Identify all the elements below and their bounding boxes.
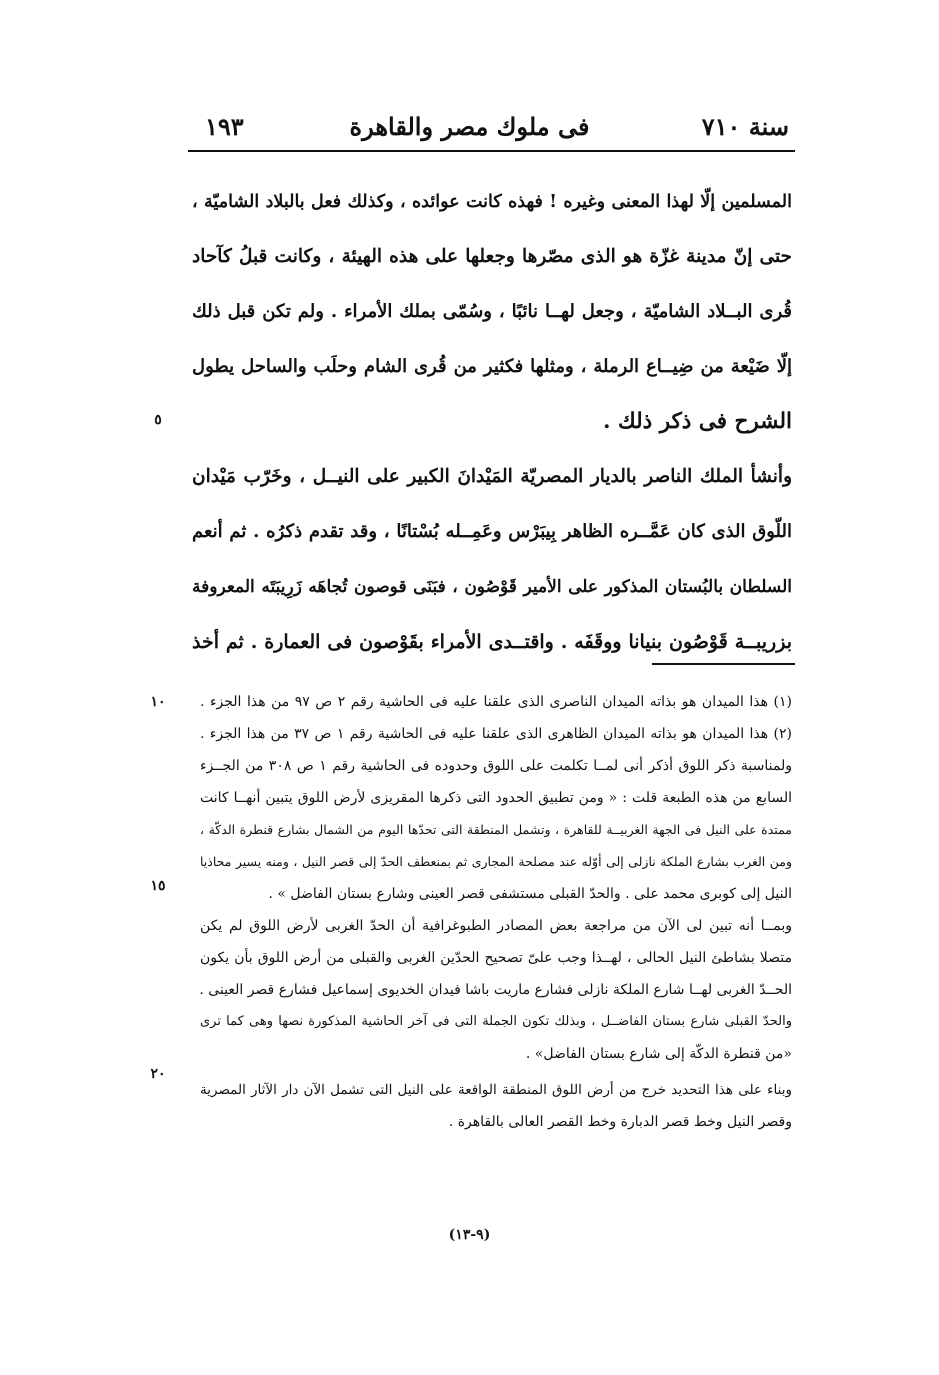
body-line: حتى إنّ مدينة غزّة هو الذى مصّرها وجعلها على هذه الهيئة ، وكانت قبلُ كآحاد <box>192 246 792 267</box>
body-line: قُرى البــلاد الشاميّة ، وجعل لهــا نائبًا ، وسُمّى بملك الأمراء . ولم تكن قبل ذلك <box>192 301 792 322</box>
footnote-line: (٢) هذا الميدان هو بذاته الميدان الظاهرى الذى علقنا عليه فى الحاشية رقم ١ ص ٣٧ من هذا الجزء . <box>200 726 792 742</box>
footnote-line: ومن الغرب بشارع الملكة نازلى إلى أوّله عند مصلحة المجارى ثم بمنعطف الحدّ إلى قصر النيل ، ومنه يسير محاذيا <box>200 854 792 869</box>
body-line: وأنشأ الملك الناصر بالديار المصريّة المَيْدانَ الكبير على النيــل ، وخَرّب مَيْدان <box>192 466 792 487</box>
body-line: الشرح فى ذكر ذلك . <box>603 409 792 434</box>
header-rule <box>188 150 795 152</box>
footnote-line: السابع من هذه الطبعة قلت : « ومن تطبيق الحدود التى ذكرها المقريزى لأرض اللوق يتبين أنهــا كانت <box>200 790 792 806</box>
line-number: ١٥ <box>150 878 166 894</box>
footnote-line: وبناء على هذا التحديد خرج من أرض اللوق المنطقة الواقعة على النيل التى تشمل الآن دار الآثار المصرية <box>200 1082 792 1098</box>
running-title: فى ملوك مصر والقاهرة <box>349 112 590 141</box>
line-number: ٥ <box>154 412 162 428</box>
footnote-rule <box>652 663 795 665</box>
year-header: سنة ٧١٠ <box>701 112 789 141</box>
footnote-line: (١) هذا الميدان هو بذاته الميدان الناصرى الذى علقنا عليه فى الحاشية رقم ٢ ص ٩٧ من هذا الجزء . <box>200 694 792 710</box>
footnote-line: النيل إلى كوبرى محمد على . والحدّ القبلى مستشفى قصر العينى وشارع بستان الفاضل » . <box>268 886 792 902</box>
footnote-line: «من قنطرة الدكّة إلى شارع بستان الفاضل» . <box>525 1046 792 1062</box>
body-line: المسلمين إلّا لهذا المعنى وغيره ! فهذه كانت عوائده ، وكذلك فعل بالبلاد الشاميّة ، <box>192 192 792 212</box>
body-line: بزريبــة قَوْصُون بنيانا ووقَفَه . واقتــدى الأمراء بقَوْصون فى العمارة . ثم أخذ <box>192 631 792 653</box>
line-number: ٢٠ <box>150 1066 166 1082</box>
footnote-line: الحــدّ الغربى لهــا شارع الملكة نازلى فشارع ماريت باشا فيدان الخديوى إسماعيل فشارع قصر العينى . <box>199 982 792 998</box>
page-number: ١٩٣ <box>205 112 244 141</box>
footnote-line: ممتدة على النيل فى الجهة الغربيــة للقاهرة ، وتشمل المنطقة التى تحدّها اليوم من الشمال بشارع قنطرة الدكّة ، <box>200 822 792 837</box>
line-number: ١٠ <box>150 694 166 710</box>
footnote-line: متصلا بشاطئ النيل الحالى ، لهــذا وجب علىّ تصحيح الحدّين الغربى والقبلى من أرض اللوق بأن يكون <box>200 950 792 966</box>
body-line: اللّوق الذى كان عَمَّــره الظاهر بِيبَرْس وعَمِــله بُسْتانًا ، وقد تقدم ذكرُه . ثم أنعم <box>192 521 792 542</box>
signature-mark: (٩-١٣) <box>448 1227 491 1243</box>
footnote-line: ولمناسبة ذكر اللوق أذكر أنى لمــا تكلمت على اللوق وحدوده فى الحاشية رقم ١ ص ٣٠٨ من الجــزء <box>200 758 792 774</box>
footnote-line: وبمــا أنه تبين لى الآن من مراجعة بعض المصادر الطبوغرافية أن الحدّ الغربى لأرض اللوق لم يكن <box>200 918 792 934</box>
footnote-line: والحدّ القبلى شارع بستان الفاضــل ، وبذلك تكون الجملة التى فى آخر الحاشية المذكورة نصها وهى كما ترى <box>200 1014 792 1029</box>
footnote-line: وقصر النيل وخط قصر الدبارة وخط القصر العالى بالقاهرة . <box>448 1114 792 1130</box>
body-line: إلّا ضَيْعة من ضِيــاع الرملة ، ومثلها فكثير من قُرى الشام وحلَب والساحل يطول <box>192 356 792 377</box>
body-line: السلطان بالبُستان المذكور على الأمير قَوْصُون ، فبَنَى قوصون تُجاهَه زَرِيبَتَه المعروفة <box>192 577 792 597</box>
